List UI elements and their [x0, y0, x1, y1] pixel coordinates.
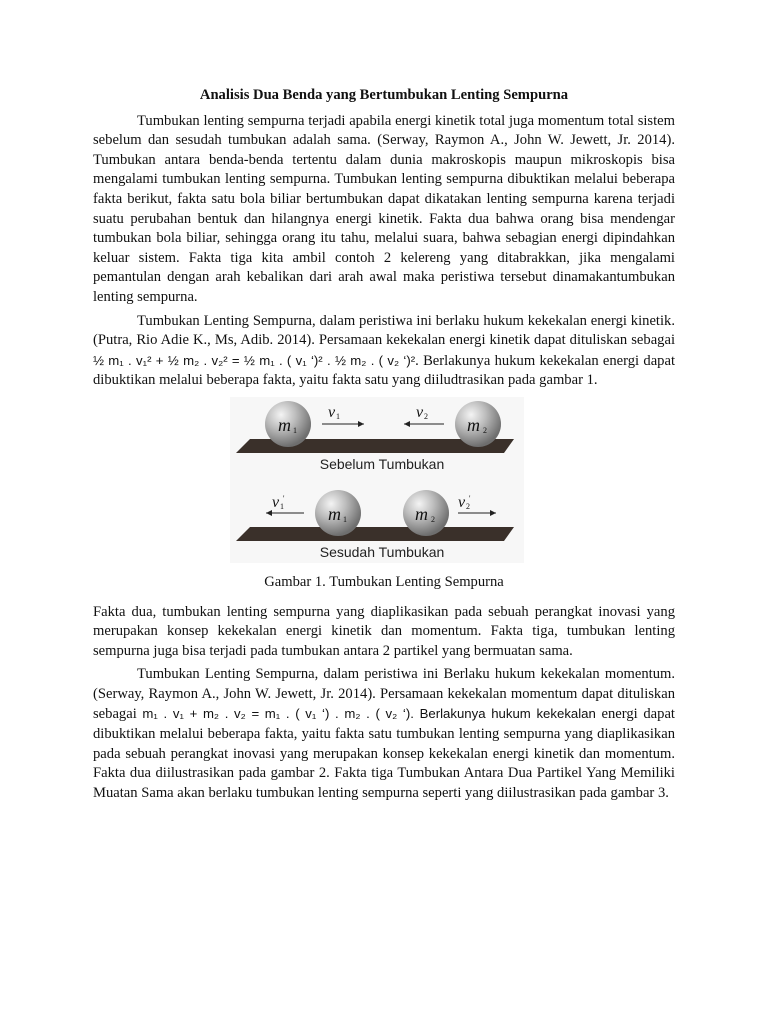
paragraph-2-text-start: Tumbukan Lenting Sempurna, dalam peristiwa ini berlaku hukum kekekalan energi kinetik. (Putra, Rio Adie K., Ms, Adib. 2014). Persamaan kekekalan energi kinetik dapat dituliskan sebagai: [93, 312, 675, 349]
document-page: [93, 86, 675, 807]
ball-m2-after-sub: 2: [431, 514, 435, 524]
figure-1-container: [93, 395, 675, 567]
v1-after-sub: 1: [280, 501, 284, 511]
paragraph-3: Fakta dua, tumbukan lenting sempurna yang diaplikasikan pada sebuah perangkat inovasi yang merupakan konsep kekekalan energi kinetik dan momentum. Fakta tiga, tumbukan lenting sempurna juga bisa terjadi pada tumbukan antara 2 partikel yang bermuatan sama.: [93, 603, 675, 659]
paragraph-4-text-mid: . Berlakunya hukum kekekalan: [410, 706, 596, 722]
paragraph-4-text-end: energi dapat dibuktikan melalui beberapa fakta, yaitu fakta satu tumbukan lenting sempurna yang diaplikasikan pada sebuah perangkat inovasi yang merupakan konsep kekekalan energi kinetik dan momentum. Fakta dua diilustrasikan pada gambar 2. Fakta tiga Tumbukan Antara Dua Partikel Yang Memiliki Muatan Sama akan berlaku tumbukan lenting sempurna seperti yang diilustrasikan pada gambar 3.: [93, 706, 675, 801]
v1-before-sub: 1: [336, 411, 340, 421]
figure-1-caption: Gambar 1. Tumbukan Lenting Sempurna: [264, 573, 504, 590]
collision-figure: [230, 397, 524, 563]
kinetic-energy-equation: ½ m₁ . v₁² + ½ m₂ . v₂² = ½ m₁ . ( v₁ ‘)² . ½ m₂ . ( v₂ ‘)²: [93, 352, 416, 368]
v1-before-label: v: [328, 403, 336, 421]
ball-m1-after-sub: 1: [343, 514, 347, 524]
v2-after-sub: 2: [466, 501, 470, 511]
v2-before-label: v: [416, 403, 424, 421]
momentum-equation: m₁ . v₁ + m₂ . v₂ = m₁ . ( v₁ ‘) . m₂ . ( v₂ ‘): [142, 706, 411, 722]
paragraph-2: [93, 312, 675, 391]
ball-m2-before-sub: 2: [483, 425, 487, 435]
ball-m2-after-label: m: [415, 503, 428, 524]
v1-after-prime: ': [283, 493, 285, 503]
v2-after-label: v: [458, 493, 466, 511]
paragraph-4: [93, 665, 675, 803]
paragraph-4-text-start: Tumbukan Lenting Sempurna, dalam peristiwa ini Berlaku hukum kekekalan momentum. (Serway, Raymon A., John W. Jewett, Jr. 2014). Persamaan kekekalan momentum dapat dituliskan sebagai: [93, 666, 675, 723]
document-title: Analisis Dua Benda yang Bertumbukan Lenting Sempurna: [199, 87, 569, 103]
ball-m1-before-sub: 1: [293, 425, 297, 435]
ball-m2-before-label: m: [467, 414, 480, 435]
v1-after-label: v: [272, 493, 280, 511]
ball-m1-before-label: m: [278, 414, 291, 435]
v2-after-prime: ': [469, 493, 471, 503]
label-after-collision: Sesudah Tumbukan: [319, 543, 445, 560]
v2-before-sub: 2: [424, 411, 428, 421]
ball-m1-after-label: m: [328, 503, 341, 524]
label-before-collision: Sebelum Tumbukan: [319, 455, 445, 472]
paragraph-2-text-end: . Berlakunya hukum kekekalan energi dapat dibuktikan melalui beberapa fakta, yaitu fakta satu yang diiludtrasikan pada gambar 1.: [93, 352, 676, 389]
paragraph-1: Tumbukan lenting sempurna terjadi apabila energi kinetik total juga momentum total sistem sebelum dan sesudah tumbukan adalah sama. (Serway, Raymon A., John W. Jewett, Jr. 2014). Tumbukan antara benda-benda tertentu dalam dunia makroskopis maupun mikroskopis bisa mengalami tumbukan lenting sempurna. Tumbukan lenting sempurna dibuktikan melalui beberapa fakta berikut, fakta satu bola biliar bertumbukan dapat dikatakan lenting sempurna karena terjadi suatu perubahan bentuk dan hilangnya energi kinetik. Fakta dua bahwa orang bisa mendengar tumbukan bola biliar, sehingga orang itu tahu, melalui suara, bahwa sebagian energi dipindahkan keluar sistem. Fakta tiga kita ambil contoh 2 kelereng yang ditabrakkan, jika mengalami pemantulan dengan arah kebalikan dari arah awal maka peristiwa tersebut dinamakantumbukan lenting sempurna.: [93, 112, 675, 305]
track-after: [236, 527, 514, 541]
